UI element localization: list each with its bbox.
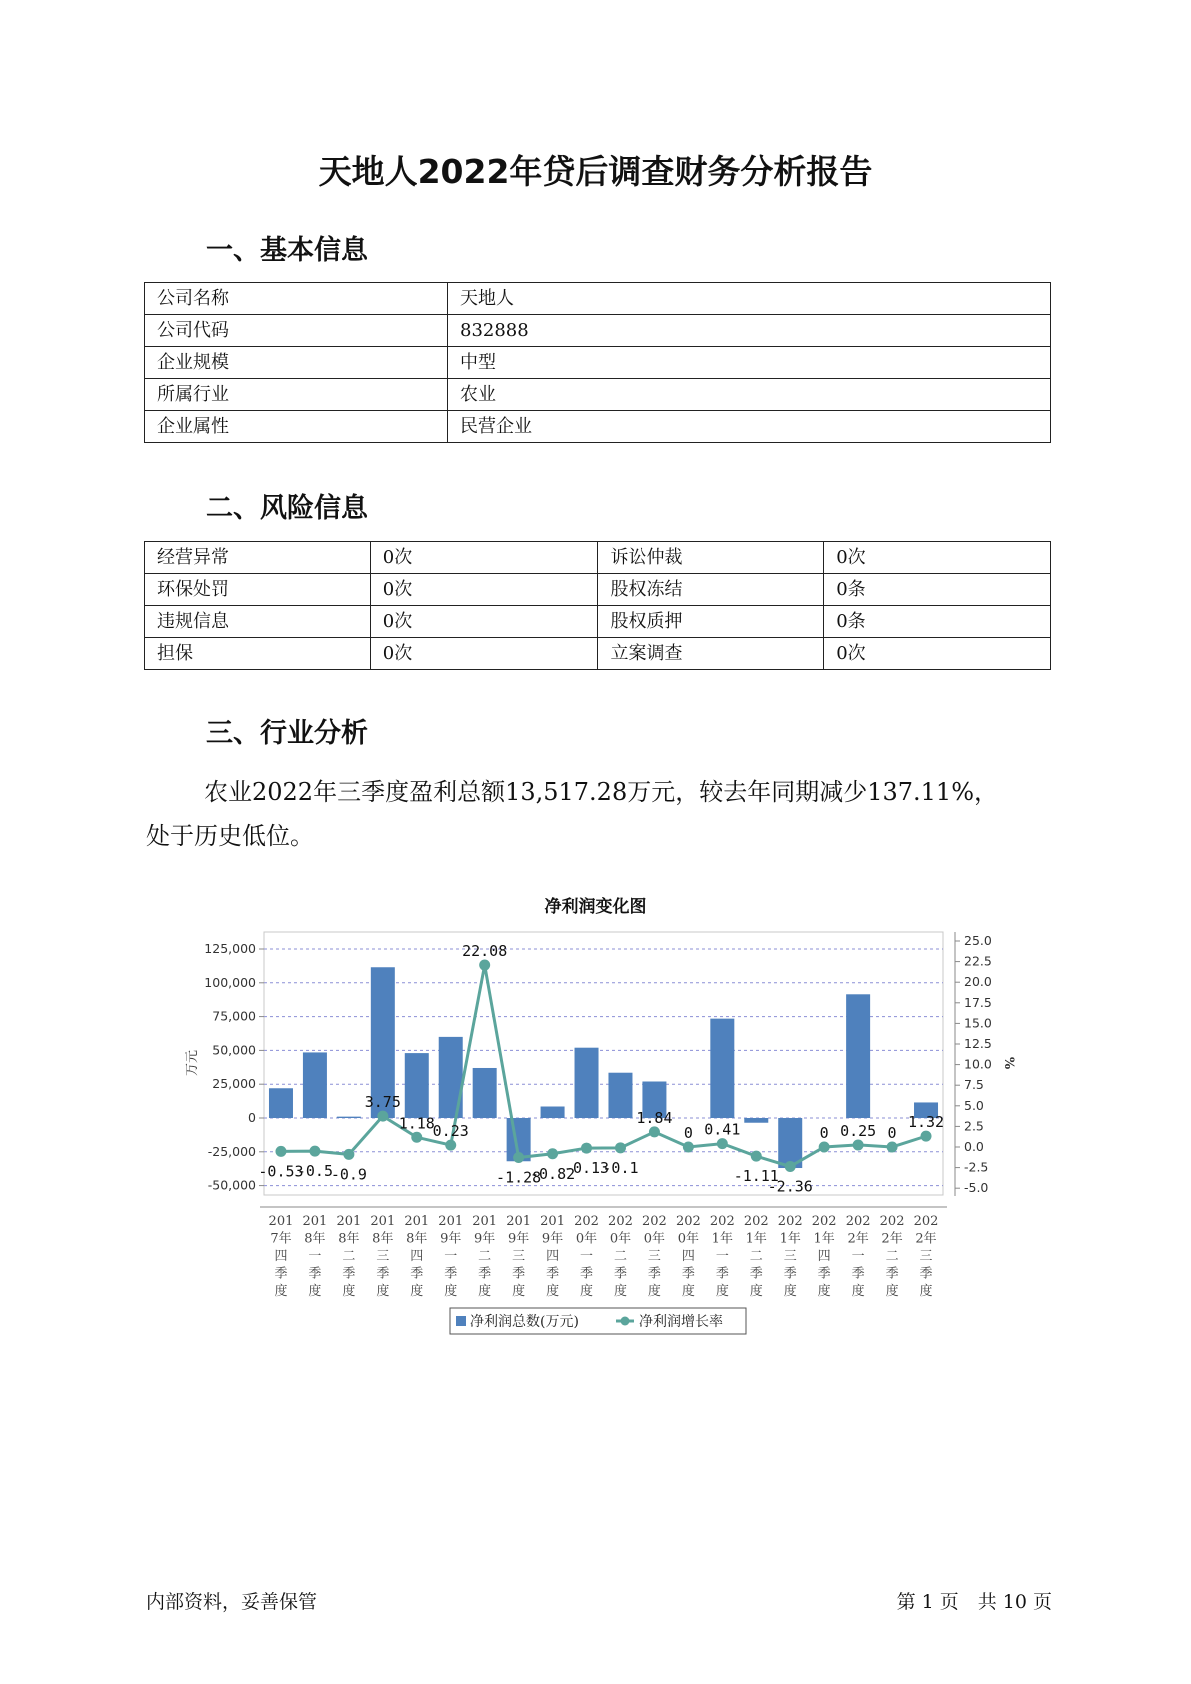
left-axis-tick-label: -25,000: [207, 1143, 256, 1159]
x-tick-label: 季: [817, 1266, 831, 1282]
growth-rate-point: [649, 1126, 660, 1137]
x-tick-label: 0年: [575, 1231, 598, 1247]
basic-info-label: 企业属性: [145, 411, 448, 443]
x-tick-label: 二: [478, 1249, 492, 1264]
plot-frame: [264, 932, 943, 1195]
right-axis-tick-label: 17.5: [964, 994, 992, 1010]
bar: [473, 1068, 497, 1118]
x-tick-label: 1年: [779, 1231, 801, 1247]
x-tick-label: 季: [274, 1266, 288, 1282]
paragraph-line-2: 处于历史低位。: [146, 822, 314, 850]
legend-line-label: 净利润增长率: [639, 1314, 723, 1330]
x-tick-label: 度: [613, 1284, 627, 1299]
data-label: 22.08: [462, 942, 508, 961]
x-tick-label: 201: [472, 1214, 498, 1229]
x-tick-label: 季: [376, 1266, 390, 1282]
x-tick-label: 202: [913, 1214, 939, 1229]
x-tick-label: 201: [370, 1214, 396, 1229]
left-axis-tick-label: 75,000: [212, 1008, 256, 1024]
data-label: -1.28: [496, 1168, 542, 1187]
x-tick-label: 季: [512, 1266, 526, 1282]
bar: [575, 1048, 599, 1118]
x-tick-label: 三: [783, 1249, 797, 1264]
risk-value: 0条: [824, 606, 1051, 638]
basic-info-label: 企业规模: [145, 347, 448, 379]
basic-info-value: 民营企业: [448, 411, 1051, 443]
x-tick-label: 度: [546, 1284, 560, 1299]
x-tick-label: 202: [743, 1214, 769, 1229]
x-tick-label: 201: [336, 1214, 362, 1229]
basic-info-value: 中型: [448, 347, 1051, 379]
growth-rate-point: [581, 1143, 592, 1154]
x-tick-label: 季: [546, 1266, 560, 1282]
x-tick-label: 202: [845, 1214, 871, 1229]
x-tick-label: 8年: [338, 1231, 360, 1247]
growth-rate-point: [717, 1138, 728, 1149]
x-tick-label: 度: [851, 1284, 865, 1299]
x-tick-label: 季: [444, 1266, 458, 1282]
x-tick-label: 0年: [609, 1231, 632, 1247]
x-tick-label: 季: [647, 1266, 661, 1282]
right-axis-label: %: [1001, 1056, 1016, 1070]
right-axis-tick-label: 7.5: [964, 1077, 984, 1093]
right-axis-tick-label: 5.0: [964, 1097, 984, 1113]
data-label: -2.36: [767, 1177, 813, 1196]
x-tick-label: 度: [749, 1284, 763, 1299]
x-tick-label: 二: [613, 1249, 627, 1264]
right-axis-tick-label: 2.5: [964, 1118, 984, 1134]
growth-rate-point: [547, 1148, 558, 1159]
x-tick-label: 度: [885, 1284, 899, 1299]
x-tick-label: 季: [478, 1266, 492, 1282]
data-label: -1.11: [733, 1167, 779, 1186]
legend-bar-label: 净利润总数(万元): [470, 1314, 579, 1330]
risk-value: 0次: [370, 574, 598, 606]
x-tick-label: 一: [308, 1249, 322, 1264]
basic-info-value: 832888: [448, 315, 1051, 347]
x-tick-label: 度: [444, 1284, 458, 1299]
x-tick-label: 季: [681, 1266, 695, 1282]
data-label: 1.32: [907, 1113, 945, 1132]
x-tick-label: 8年: [406, 1231, 428, 1247]
x-tick-label: 202: [879, 1214, 905, 1229]
right-axis-tick-label: -5.0: [964, 1180, 989, 1196]
basic-info-label: 公司名称: [145, 283, 448, 315]
x-tick-label: 9年: [541, 1231, 564, 1247]
growth-rate-point: [275, 1146, 286, 1157]
x-tick-label: 二: [749, 1249, 763, 1264]
right-axis-tick-label: 22.5: [964, 953, 992, 969]
x-tick-label: 9年: [507, 1231, 530, 1247]
data-label: 0: [887, 1124, 897, 1142]
x-tick-label: 8年: [372, 1231, 394, 1247]
x-tick-label: 季: [580, 1266, 594, 1282]
growth-rate-point: [615, 1142, 626, 1153]
x-tick-label: 季: [715, 1266, 729, 1282]
x-tick-label: 季: [885, 1266, 899, 1282]
risk-value: 0次: [370, 606, 598, 638]
x-tick-label: 四: [681, 1249, 695, 1264]
risk-value: 0次: [370, 542, 598, 574]
growth-rate-point: [819, 1142, 830, 1153]
x-tick-label: 三: [376, 1249, 390, 1264]
x-tick-label: 201: [404, 1214, 430, 1229]
x-tick-label: 2年: [881, 1231, 903, 1247]
risk-label: 诉讼仲裁: [598, 542, 824, 574]
x-tick-label: 度: [783, 1284, 797, 1299]
bar: [405, 1053, 429, 1118]
legend-line-marker: [621, 1317, 630, 1326]
x-tick-label: 202: [709, 1214, 735, 1229]
data-label: -0.5: [296, 1162, 333, 1181]
x-tick-label: 季: [783, 1266, 797, 1282]
x-tick-label: 二: [885, 1249, 899, 1264]
basic-info-value: 农业: [448, 379, 1051, 411]
x-tick-label: 202: [574, 1214, 599, 1229]
left-axis-tick-label: -50,000: [207, 1177, 256, 1193]
growth-rate-point: [343, 1149, 354, 1160]
x-tick-label: 1年: [711, 1231, 733, 1247]
right-axis-tick-label: 15.0: [964, 1015, 992, 1031]
growth-rate-point: [785, 1161, 796, 1172]
x-tick-label: 度: [580, 1284, 594, 1299]
left-axis-tick-label: 125,000: [204, 941, 256, 956]
x-tick-label: 2年: [915, 1231, 937, 1247]
bar: [303, 1052, 327, 1118]
right-axis-tick-label: 25.0: [964, 933, 992, 948]
x-tick-label: 202: [608, 1214, 633, 1229]
paragraph-line-1: 农业2022年三季度盈利总额13,517.28万元，较去年同期减少137.11%，: [204, 778, 999, 806]
x-tick-label: 一: [580, 1249, 594, 1264]
growth-rate-point: [683, 1142, 694, 1153]
right-axis-tick-label: 10.0: [964, 1056, 992, 1072]
risk-label: 担保: [145, 638, 371, 670]
page-number: 第 1 页 共 10 页: [896, 1591, 1052, 1613]
left-axis-tick-label: 0: [248, 1110, 256, 1125]
basic-info-value: 天地人: [448, 283, 1051, 315]
section-heading-basic-info: 一、基本信息: [206, 235, 368, 266]
bar: [541, 1107, 565, 1118]
x-tick-label: 2年: [847, 1231, 869, 1247]
bar: [608, 1073, 632, 1118]
basic-info-label: 所属行业: [145, 379, 448, 411]
x-tick-label: 0年: [677, 1231, 700, 1247]
x-tick-label: 度: [308, 1284, 322, 1299]
risk-label: 股权冻结: [598, 574, 824, 606]
x-tick-label: 季: [342, 1266, 356, 1282]
risk-label: 股权质押: [598, 606, 824, 638]
growth-rate-point: [445, 1140, 456, 1151]
x-tick-label: 201: [438, 1214, 464, 1229]
data-label: -0.82: [529, 1164, 576, 1183]
x-tick-label: 季: [919, 1266, 933, 1282]
x-tick-label: 7年: [270, 1231, 292, 1247]
x-tick-label: 四: [817, 1249, 831, 1264]
x-tick-label: 三: [647, 1249, 661, 1264]
x-tick-label: 一: [444, 1249, 458, 1264]
x-tick-label: 四: [546, 1249, 560, 1264]
risk-label: 立案调查: [598, 638, 824, 670]
x-tick-label: 度: [478, 1284, 492, 1299]
data-label: 0.41: [704, 1120, 741, 1139]
x-tick-label: 202: [675, 1214, 701, 1229]
data-label: 0.25: [840, 1121, 877, 1140]
report-title: 天地人2022年贷后调查财务分析报告: [318, 152, 873, 191]
x-tick-label: 三: [512, 1249, 526, 1264]
data-label: -0.1: [602, 1158, 639, 1177]
growth-rate-point: [479, 960, 490, 971]
risk-label: 违规信息: [145, 606, 371, 638]
x-tick-label: 二: [342, 1249, 356, 1264]
x-tick-label: 0年: [643, 1231, 666, 1247]
x-tick-label: 季: [749, 1266, 763, 1282]
x-tick-label: 度: [817, 1284, 831, 1299]
left-axis-tick-label: 25,000: [212, 1076, 256, 1092]
x-tick-label: 202: [642, 1214, 667, 1229]
x-tick-label: 201: [540, 1214, 565, 1229]
data-label: -0.53: [258, 1162, 304, 1181]
data-label: 0.23: [432, 1122, 469, 1141]
data-label: 0: [683, 1124, 693, 1142]
x-tick-label: 季: [851, 1266, 865, 1282]
x-tick-label: 度: [647, 1284, 661, 1299]
data-label: -0.9: [330, 1165, 367, 1184]
x-tick-label: 201: [268, 1214, 294, 1229]
x-tick-label: 季: [410, 1266, 424, 1282]
bar: [269, 1088, 293, 1118]
growth-rate-point: [377, 1111, 388, 1122]
x-tick-label: 201: [506, 1214, 532, 1229]
data-label: 1.84: [636, 1108, 673, 1127]
x-tick-label: 度: [681, 1284, 695, 1299]
x-tick-label: 季: [308, 1266, 322, 1282]
right-axis-tick-label: -2.5: [964, 1159, 989, 1175]
data-label: 0: [819, 1124, 829, 1142]
right-axis-tick-label: 0.0: [964, 1139, 984, 1154]
growth-rate-point: [921, 1131, 932, 1142]
x-tick-label: 一: [851, 1249, 865, 1264]
x-tick-label: 度: [512, 1284, 526, 1299]
risk-value: 0次: [824, 638, 1051, 670]
x-tick-label: 季: [613, 1266, 627, 1282]
data-label: -0.13: [563, 1159, 610, 1178]
risk-value: 0条: [824, 574, 1051, 606]
bar: [710, 1019, 734, 1118]
x-tick-label: 度: [715, 1284, 729, 1299]
x-tick-label: 四: [274, 1249, 288, 1264]
growth-rate-point: [751, 1151, 762, 1162]
x-tick-label: 四: [410, 1249, 424, 1264]
risk-value: 0次: [824, 542, 1051, 574]
footer-note: 内部资料，妥善保管: [146, 1591, 318, 1613]
x-tick-label: 1年: [745, 1231, 767, 1247]
x-tick-label: 一: [715, 1249, 729, 1264]
left-axis-tick-label: 50,000: [212, 1042, 256, 1058]
growth-rate-point: [853, 1139, 864, 1150]
risk-value: 0次: [370, 638, 598, 670]
right-axis-tick-label: 12.5: [964, 1036, 992, 1051]
section-heading-industry-analysis: 三、行业分析: [206, 718, 368, 749]
x-tick-label: 8年: [304, 1231, 326, 1247]
risk-label: 环保处罚: [145, 574, 371, 606]
left-axis-label: 万元: [185, 1049, 200, 1077]
x-tick-label: 202: [811, 1214, 837, 1229]
chart-title: 净利润变化图: [544, 897, 647, 917]
x-tick-label: 度: [410, 1284, 424, 1299]
x-tick-label: 1年: [813, 1231, 835, 1247]
left-axis-tick-label: 100,000: [204, 974, 256, 990]
bar: [744, 1118, 768, 1123]
bar: [337, 1117, 361, 1118]
x-tick-label: 201: [302, 1214, 328, 1229]
data-label: 3.75: [364, 1093, 401, 1112]
x-tick-label: 度: [376, 1284, 390, 1299]
x-tick-label: 9年: [440, 1231, 462, 1247]
right-axis-tick-label: 20.0: [964, 974, 992, 990]
x-tick-label: 三: [919, 1249, 933, 1264]
growth-rate-point: [411, 1132, 422, 1143]
x-tick-label: 度: [342, 1284, 356, 1299]
x-tick-label: 202: [777, 1214, 803, 1229]
x-tick-label: 度: [919, 1284, 933, 1299]
basic-info-label: 公司代码: [145, 315, 448, 347]
data-label: 1.18: [398, 1114, 435, 1133]
bar: [846, 994, 870, 1118]
legend-bar-swatch: [456, 1316, 466, 1326]
x-tick-label: 9年: [474, 1231, 496, 1247]
section-heading-risk-info: 二、风险信息: [206, 493, 368, 524]
growth-rate-point: [513, 1152, 524, 1163]
x-tick-label: 度: [274, 1284, 288, 1299]
growth-rate-point: [887, 1142, 898, 1153]
risk-label: 经营异常: [145, 542, 371, 574]
growth-rate-point: [309, 1146, 320, 1157]
